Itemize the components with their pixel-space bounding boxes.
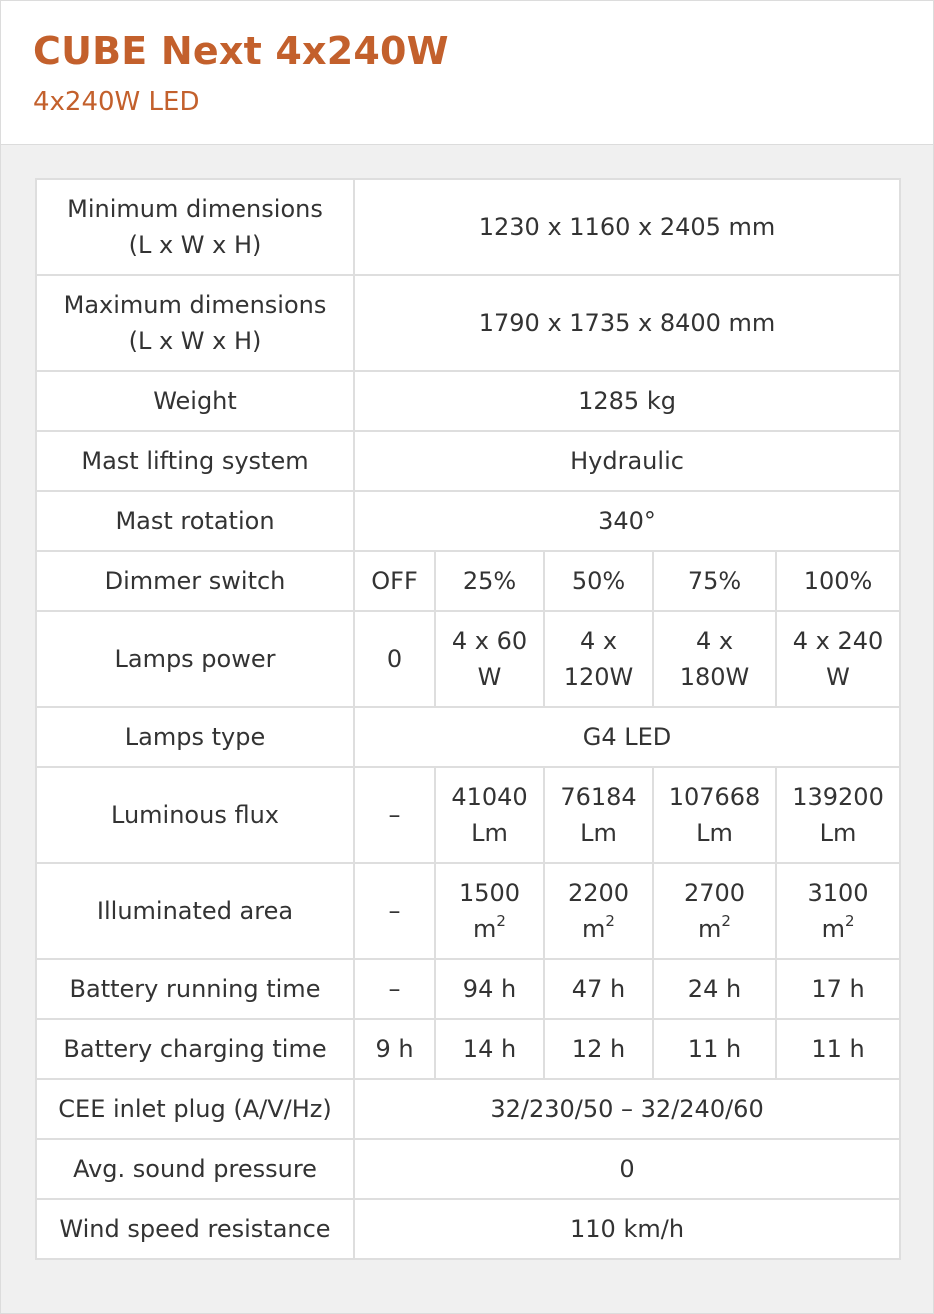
spec-value-sound-pressure: 0 <box>354 1139 900 1199</box>
table-row <box>36 1019 900 1079</box>
table-row <box>36 491 900 551</box>
battery-running-value: 17 h <box>776 959 900 1019</box>
table-row <box>36 1199 900 1259</box>
spec-label-cee-inlet: CEE inlet plug (A/V/Hz) <box>36 1079 354 1139</box>
illuminated-area-value: – <box>354 863 435 959</box>
table-row <box>36 179 900 275</box>
luminous-flux-value: – <box>354 767 435 863</box>
spec-label-illuminated-area: Illuminated area <box>36 863 354 959</box>
table-row <box>36 275 900 371</box>
table-row <box>36 551 900 611</box>
dimmer-value: OFF <box>354 551 435 611</box>
lamps-power-value: 4 x 180W <box>653 611 776 707</box>
spec-value-lamps-type: G4 LED <box>354 707 900 767</box>
battery-running-value: 94 h <box>435 959 544 1019</box>
table-row <box>36 1079 900 1139</box>
lamps-power-value: 4 x 60 W <box>435 611 544 707</box>
table-row <box>36 371 900 431</box>
spec-label-battery-running: Battery running time <box>36 959 354 1019</box>
spec-label-mast-lifting: Mast lifting system <box>36 431 354 491</box>
dimmer-value: 50% <box>544 551 653 611</box>
lamps-power-value: 4 x 240 W <box>776 611 900 707</box>
lamps-power-value: 4 x 120W <box>544 611 653 707</box>
spec-label-lamps-type: Lamps type <box>36 707 354 767</box>
product-header <box>1 1 933 145</box>
spec-label-max-dimensions: Maximum dimensions (L x W x H) <box>36 275 354 371</box>
table-row <box>36 1139 900 1199</box>
battery-charging-value: 11 h <box>653 1019 776 1079</box>
specs-table <box>35 178 901 1260</box>
illuminated-area-value: 2200 $m^2$ <box>544 863 653 959</box>
spec-label-lamps-power: Lamps power <box>36 611 354 707</box>
dimmer-value: 100% <box>776 551 900 611</box>
product-subtitle: 4x240W LED <box>33 87 200 117</box>
illuminated-area-value: 2700 $m^2$ <box>653 863 776 959</box>
spec-value-cee-inlet: 32/230/50 – 32/240/60 <box>354 1079 900 1139</box>
battery-running-value: 47 h <box>544 959 653 1019</box>
table-row <box>36 611 900 707</box>
battery-running-value: – <box>354 959 435 1019</box>
spec-value-wind-speed: 110 km/h <box>354 1199 900 1259</box>
spec-label-min-dimensions: Minimum dimensions (L x W x H) <box>36 179 354 275</box>
luminous-flux-value: 41040 Lm <box>435 767 544 863</box>
battery-charging-value: 11 h <box>776 1019 900 1079</box>
illuminated-area-value: 3100 $m^2$ <box>776 863 900 959</box>
battery-charging-value: 9 h <box>354 1019 435 1079</box>
illuminated-area-value: 1500 $m^2$ <box>435 863 544 959</box>
luminous-flux-value: 107668 Lm <box>653 767 776 863</box>
spec-label-mast-rotation: Mast rotation <box>36 491 354 551</box>
table-row <box>36 863 900 959</box>
table-row <box>36 767 900 863</box>
battery-running-value: 24 h <box>653 959 776 1019</box>
battery-charging-value: 12 h <box>544 1019 653 1079</box>
spec-value-mast-rotation: 340° <box>354 491 900 551</box>
lamps-power-value: 0 <box>354 611 435 707</box>
spec-label-dimmer: Dimmer switch <box>36 551 354 611</box>
spec-value-weight: 1285 kg <box>354 371 900 431</box>
spec-label-wind-speed: Wind speed resistance <box>36 1199 354 1259</box>
luminous-flux-value: 139200 Lm <box>776 767 900 863</box>
product-title: CUBE Next 4x240W <box>33 29 449 73</box>
spec-label-luminous-flux: Luminous flux <box>36 767 354 863</box>
table-row <box>36 431 900 491</box>
table-row <box>36 707 900 767</box>
table-row <box>36 959 900 1019</box>
spec-label-sound-pressure: Avg. sound pressure <box>36 1139 354 1199</box>
battery-charging-value: 14 h <box>435 1019 544 1079</box>
spec-value-max-dimensions: 1790 x 1735 x 8400 mm <box>354 275 900 371</box>
dimmer-value: 75% <box>653 551 776 611</box>
spec-value-min-dimensions: 1230 x 1160 x 2405 mm <box>354 179 900 275</box>
spec-label-weight: Weight <box>36 371 354 431</box>
dimmer-value: 25% <box>435 551 544 611</box>
luminous-flux-value: 76184 Lm <box>544 767 653 863</box>
spec-value-mast-lifting: Hydraulic <box>354 431 900 491</box>
spec-label-battery-charging: Battery charging time <box>36 1019 354 1079</box>
